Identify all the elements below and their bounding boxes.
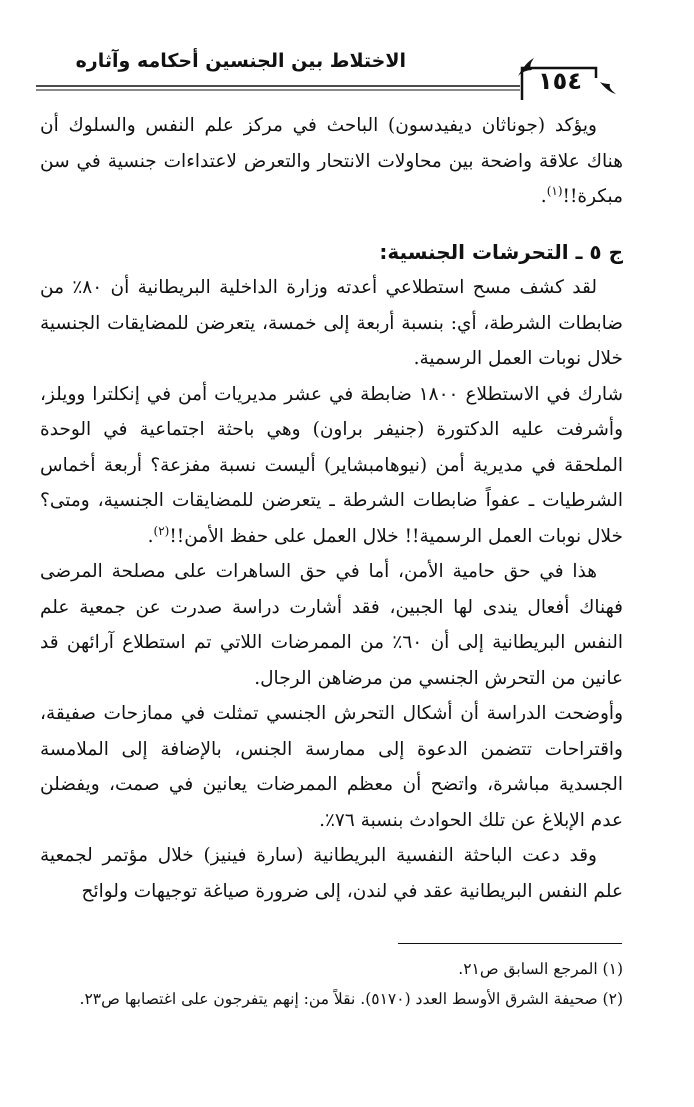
main-text [40,108,623,909]
paragraph: شارك في الاستطلاع ١٨٠٠ ضابطة في عشر مديريات أمن في إنكلترا وويلز، وأشرفت عليه الدكتورة (جنيفر براون) وهي باحثة اجتماعية في الوحدة الملحقة في مديرية أمن (نيوهامبشاير) أليست نسبة مفزعة؟ أربعة أخماس الشرطيات ـ عفواً ضابطات الشرطة ـ يتعرضن للمضايقات الجنسية، ومتى؟ خلال نوبات العمل الرسمية!! خلال العمل على حفظ الأمن!!$^{(٢)}$. [40,383,623,547]
paragraph-text: شارك في الاستطلاع ١٨٠٠ ضابطة في عشر مديريات أمن في إنكلترا وويلز، وأشرفت عليه الدكتورة (جنيفر براون) وهي باحثة اجتماعية في الوحدة الملحقة في مديرية أمن (نيوهامبشاير) أليست نسبة مفزعة؟ أربعة أخماس الشرطيات ـ عفواً ضابطات الشرطة ـ يتعرضن للمضايقات الجنسية، ومتى؟ خلال نوبات العمل الرسمية!! خلال العمل على حفظ الأمن!! [40,383,623,547]
page-number: ١٥٤ [538,67,582,95]
running-title: الاختلاط بين الجنسين أحكامه وآثاره [75,50,406,72]
footnote-divider [398,943,622,944]
footnotes [40,954,623,1014]
paragraph: وأوضحت الدراسة أن أشكال التحرش الجنسي تمثلت في ممازحات صفيقة، واقتراحات تتضمن الدعوة إلى ممارسة الجنس، بالإضافة إلى الملامسة الجسدية مباشرة، واتضح أن معظم الممرضات يعانين في صمت، ويفضلن عدم الإبلاغ عن تلك الحوادث بنسبة ٧٦٪. [40,703,623,831]
paragraph: وقد دعت الباحثة النفسية البريطانية (سارة فينيز) خلال مؤتمر لجمعية علم النفس البريطانية عقد في لندن، إلى ضرورة صياغة توجيهات ولوائح [40,845,623,902]
footnote-1: (١) المرجع السابق ص٢١. [458,960,623,978]
paragraph: لقد كشف مسح استطلاعي أعدته وزارة الداخلية البريطانية أن ٨٠٪ من ضابطات الشرطة، أي: بنسبة أربعة إلى خمسة، يتعرضن للمضايقات الجنسية خلال نوبات العمل الرسمية. [40,277,623,369]
paragraph-text: ويؤكد (جوناثان ديفيدسون) الباحث في مركز علم النفس والسلوك أن هناك علاقة واضحة بين محاولات الانتحار والتعرض لاعتداءات جنسية في سن مبكرة!! [40,115,623,207]
footnote-2: (٢) صحيفة الشرق الأوسط العدد (٥١٧٠). نقلاً من: إنهم يتفرجون على اغتصابها ص٢٣. [79,990,623,1008]
paragraph: ويؤكد (جوناثان ديفيدسون) الباحث في مركز علم النفس والسلوك أن هناك علاقة واضحة بين محاولات الانتحار والتعرض لاعتداءات جنسية في سن مبكرة!!$^{(١)}$. [40,115,623,207]
paragraph: هذا في حق حامية الأمن، أما في حق الساهرات على مصلحة المرضى فهناك أفعال يندى لها الجبين، فقد أشارت دراسة صدرت عن جمعية علم النفس البريطانية إلى أن ٦٠٪ من الممرضات اللاتي تم استطلاع آرائهن قد عانين من التحرش الجنسي من مرضاهن الرجال. [40,561,624,689]
section-heading: ج ٥ ـ التحرشات الجنسية: [379,239,623,264]
footnote-ref: (١) [546,183,563,198]
footnote-ref: (٢) [153,523,170,538]
page-header [0,0,694,100]
